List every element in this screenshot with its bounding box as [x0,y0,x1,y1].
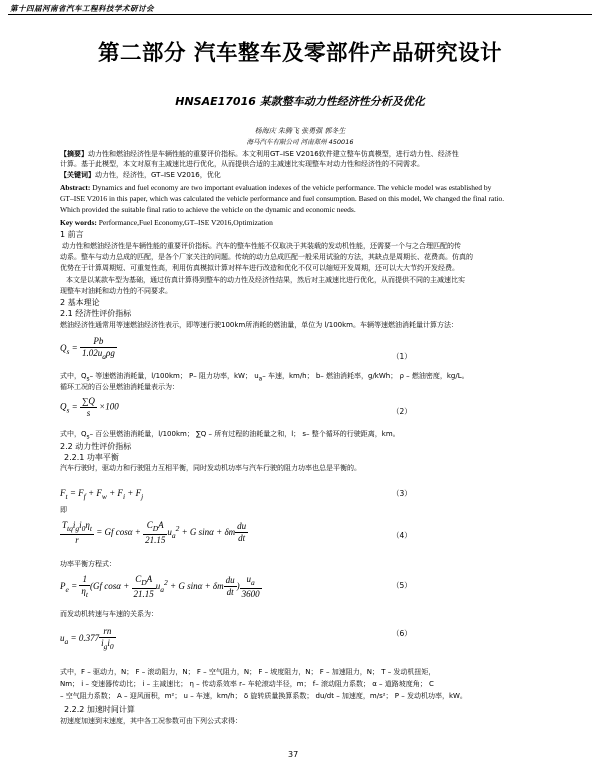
eq2-desc-a: 式中，Q [60,430,87,438]
abstract-line-1 [60,150,560,159]
s1-p2-line-1: 本文是以某款车型为基础，通过仿真计算得到整车的动力性及经济性结果，然后对主减速比进行优化，从而提供不同的主减速比实 [66,276,465,284]
header-rule [8,14,592,15]
section-2-2-1-title: 2.2.1 功率平衡 [64,453,119,462]
equation-6: $u_a = 0.377$ $\frac{rn}{i_gi_0}$ [60,626,114,651]
equation-2: $Q_s$ = $\frac{\sum Q}{s}$ ×100 [60,396,119,418]
s1-p1-line-1: 动力性和燃油经济性是车辆性能的重要评价指标。汽车的整车性能不仅取决于其装载的发动机性能，还需要一个与之合理匹配的传 [62,242,461,250]
section-2-title: 2 基本理论 [60,298,100,307]
en-abstract-line-1 [60,183,560,192]
paper-title: HNSAE17016 某款整车动力性经济性分析及优化 [175,95,425,108]
equation-6-number: （6） [392,629,412,638]
equation-3-number: （3） [392,489,412,498]
en-abstract-text-1: Dynamics and fuel economy are two important evaluation indexes of the vehicle performance. The vehicle model was established by [92,183,492,192]
s1-p1-line-3: 优势在于计算周期短、可重复性高，利用仿真模拟计算对样车进行改造和优化不仅可以缩短开发周期，还可以大大节约开发经费。 [60,264,459,272]
keywords-text: 动力性，经济性，GT–ISE V2016，优化 [95,171,221,179]
s221-line-1: 汽车行驶时，驱动力和行驶阻力互相平衡，同时发动机功率与汽车行驶的阻力功率也总是平衡的。 [60,464,361,472]
s1-p2-line-2: 现整车对油耗和动力性的不同要求。 [60,287,172,295]
part-title: 第二部分 汽车整车及零部件产品研究设计 [98,41,502,66]
eq2-desc-line: 式中，$Q_s-$ 百公里燃油消耗量，l/100km； ∑Q – 所有过程的油耗量之和，l； s– 整个循环的行驶距离，km。 [60,430,400,441]
equation-5-number: （5） [392,581,412,590]
s222-line-1: 初速度加速到末速度，其中各工况参数可由下列公式求得： [60,717,242,725]
en-keywords-line [60,218,560,227]
equation-2-number: （2） [392,407,412,416]
keywords-line [60,171,560,180]
eq1-desc-a: 式中，Q [60,372,87,380]
abstract-label: 【摘要】 [60,150,88,158]
eq2-desc-b: – 百公里燃油消耗量，l/100km； ∑Q – 所有过程的油耗量之和，l； s– 整个循环的行驶距离，km。 [89,430,400,438]
power-balance-text: 功率平衡方程式： [60,560,116,568]
eq1-desc-c: – 车速，km/h； b– 燃油消耗率，g/kWh； ρ – 燃油密度，kg/L。 [262,372,469,380]
eq1-desc-b: – 等速燃油消耗量，l/100km； P– 阻力功率，kW； u [89,372,259,380]
speed-relation-text: 而发动机转速与车速的关系为： [60,610,158,618]
equation-1-number: （1） [392,352,412,361]
s1-p1-line-2: 动系。整车与动力总成的匹配，是各个厂家关注的问题。传统的动力总成匹配一般采用试验的方法，其缺点是周期长、花费高。仿真的 [60,253,473,261]
paper-authors: 杨海庆 朱腾飞 张勇强 郭冬生 [254,127,346,135]
symbols-desc-line-1: 式中，F – 驱动力，N； F – 滚动阻力，N； F – 空气阻力，N； F – 坡度阻力，N； F – 加速阻力，N； T – 发动机扭矩， [60,668,436,676]
equation-1: $Q_s$ = $\frac{Pb}{1.02u_a\rho g}$ [60,336,115,361]
keywords-label: 【关键词】 [60,171,95,179]
en-abstract-label: Abstract: [60,183,91,192]
symbols-desc-line-3: – 空气阻力系数； A – 迎风面积，m²； u – 车速，km/h； δ 旋转质量换算系数； du/dt – 加速度，m/s²； P – 发动机功率，kW。 [60,692,467,700]
section-2-2-2-title: 2.2.2 加速时间计算 [64,705,135,714]
equation-5: $P_e$ = $\frac{1}{\eta_t}$ (Gf cosα + $\frac{C_DA}{21.15}$ $u_a^2 + G$ sinα + δm $\frac{du}{dt}$ ) $\frac{u_a}{3600}$ [60,574,260,599]
equation-3: $F_t = F_f + F_w + F_i + F_j$ [60,488,144,501]
section-2-1-title: 2.1 经济性评价指标 [60,309,132,318]
section-2-2-title: 2.2 动力性评价指标 [60,442,132,451]
eq1-desc-line-2: 循环工况的百公里燃油消耗量表示为： [60,383,179,391]
en-keywords-text: Performance,Fuel Economy,GT–ISE V2016,Optimization [98,218,273,227]
section-1-title: 1 前言 [60,230,84,239]
en-abstract-line-3: Which provided the suitable final ratio to achieve the vehicle on the dynamic and economic needs. [60,205,356,214]
en-keywords-label: Key words: [60,218,97,227]
page-number: 37 [288,750,299,759]
symbols-desc-line-2: Nm； i – 变速器传动比； i – 主减速比； η – 传动系效率 r– 车轮滚动半径，m； f– 滚动阻力系数； α – 道路坡度角； C [60,680,434,688]
equation-4-number: （4） [392,531,412,540]
equation-4: $\frac{T_{tq}i_gi_0\eta_t}{r}$ = Gf cosα + $\frac{C_DA}{21.15}$ $u_a^2 + G$ sinα + δm $\frac{du}{dt}$ [62,520,247,545]
eq1-desc-line-1: 式中，$Q_s-$ 等速燃油消耗量，l/100km； P– 阻力功率，kW； $u_a-$ 车速，km/h； b– 燃油消耗率，g/kWh； ρ – 燃油密度，kg/L。 [60,372,469,383]
ze-text: 即 [60,506,67,514]
abstract-line-2: 计算。基于此模型，本文对原有主减速比进行优化，从而提供合适的主减速比实现整车对动力性和经济性的不同需求。 [60,160,424,168]
en-abstract-line-2: GT–ISE V2016 in this paper, which was calculated the vehicle performance and fuel consumption. Based on this model, We changed the final ratio. [60,194,505,203]
paper-affiliation: 海马汽车有限公司 河南郑州 450016 [246,138,354,146]
abstract-text-1: 动力性和燃油经济性是车辆性能的重要评价指标。本文利用GT–ISE V2016软件建立整车仿真模型，进行动力性、经济性 [88,150,459,158]
conference-header: 第十四届河南省汽车工程科技学术研讨会 [10,4,154,13]
s21-line-1: 燃油经济性通常用等速燃油经济性表示，即等速行驶100km所消耗的燃油量，单位为 l/100km。车辆等速燃油消耗量计算方法： [60,321,458,329]
